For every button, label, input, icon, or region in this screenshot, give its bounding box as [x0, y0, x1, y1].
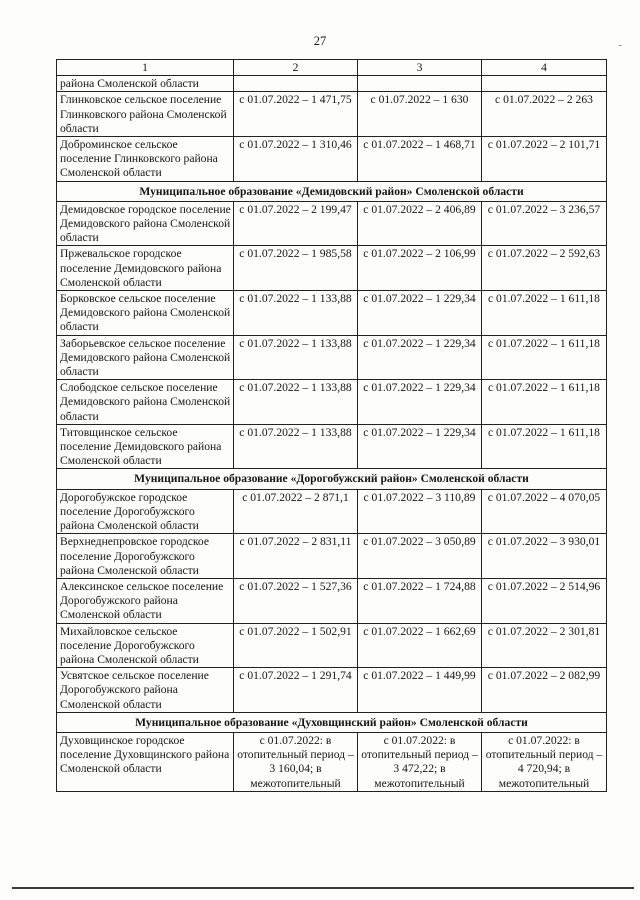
tariff-cell: с 01.07.2022 – 1 229,34: [358, 335, 482, 380]
settlement-name: Алексинское сельское поселение Дорогобужского района Смоленской области: [57, 578, 234, 623]
tariff-cell: с 01.07.2022 – 1 611,18: [482, 424, 607, 469]
tariff-cell: с 01.07.2022 – 1 229,34: [358, 380, 482, 425]
bottom-rule: [12, 887, 634, 889]
section-heading: Муниципальное образование «Дорогобужский район» Смоленской области: [57, 469, 607, 489]
tariff-cell: с 01.07.2022 – 2 301,81: [482, 623, 607, 668]
tariff-cell: с 01.07.2022 – 1 229,34: [358, 424, 482, 469]
tariff-cell: с 01.07.2022 – 2 199,47: [234, 201, 358, 246]
table-row: [57, 578, 607, 623]
continuation-row: [57, 76, 607, 92]
settlement-name: Слободское сельское поселение Демидовского района Смоленской области: [57, 380, 234, 425]
tariff-cell: с 01.07.2022 – 1 133,88: [234, 335, 358, 380]
tariff-cell: с 01.07.2022 – 3 236,57: [482, 201, 607, 246]
settlement-name: Доброминское сельское поселение Глинковского района Смоленской области: [57, 137, 234, 182]
tariff-cell: с 01.07.2022 – 2 082,99: [482, 668, 607, 713]
tariff-cell: с 01.07.2022 – 1 449,99: [358, 668, 482, 713]
section-heading-row: [57, 181, 607, 201]
section-heading: Муниципальное образование «Духовщинский район» Смоленской области: [57, 712, 607, 732]
section-heading: Муниципальное образование «Демидовский район» Смоленской области: [57, 181, 607, 201]
table-row: [57, 732, 607, 791]
tariff-cell: с 01.07.2022 – 2 106,99: [358, 246, 482, 291]
tariff-cell: с 01.07.2022 – 1 133,88: [234, 424, 358, 469]
settlement-name: Усвятское сельское поселение Дорогобужского района Смоленской области: [57, 668, 234, 713]
tariff-cell: с 01.07.2022 – 1 611,18: [482, 291, 607, 336]
column-number: 2: [234, 60, 358, 76]
tariff-cell: с 01.07.2022 – 3 050,89: [358, 534, 482, 579]
table-row: [57, 291, 607, 336]
tariff-cell: с 01.07.2022 – 1 527,36: [234, 578, 358, 623]
tariff-cell: с 01.07.2022 – 2 514,96: [482, 578, 607, 623]
settlement-name: Глинковское сельское поселение Глинковского района Смоленской области: [57, 92, 234, 137]
settlement-name: Титовщинское сельское поселение Демидовского района Смоленской области: [57, 424, 234, 469]
tariff-cell: с 01.07.2022 – 4 070,05: [482, 489, 607, 534]
column-number: 4: [482, 60, 607, 76]
table-row: [57, 246, 607, 291]
settlement-name: Пржевальское городское поселение Демидовского района Смоленской области: [57, 246, 234, 291]
tariff-cell: с 01.07.2022: в отопительный период – 4 720,94; в межотопительный: [482, 732, 607, 791]
tariff-cell: с 01.07.2022: в отопительный период – 3 160,04; в межотопительный: [234, 732, 358, 791]
table-row: [57, 201, 607, 246]
table-row: [57, 380, 607, 425]
table-row: [57, 424, 607, 469]
tariff-cell: с 01.07.2022 – 1 471,75: [234, 92, 358, 137]
settlement-name: Михайловское сельское поселение Дорогобужского района Смоленской области: [57, 623, 234, 668]
tariff-cell: с 01.07.2022 – 2 406,89: [358, 201, 482, 246]
tariff-cell: с 01.07.2022 – 2 831,11: [234, 534, 358, 579]
settlement-name: Заборьевское сельское поселение Демидовского района Смоленской области: [57, 335, 234, 380]
tariff-cell: с 01.07.2022 – 3 110,89: [358, 489, 482, 534]
section-heading-row: [57, 712, 607, 732]
tariff-cell: с 01.07.2022 – 2 101,71: [482, 137, 607, 182]
table-row: [57, 534, 607, 579]
tariff-cell: с 01.07.2022 – 1 724,88: [358, 578, 482, 623]
section-heading-row: [57, 469, 607, 489]
tariff-cell: с 01.07.2022 – 1 985,58: [234, 246, 358, 291]
tariff-cell: с 01.07.2022 – 2 263: [482, 92, 607, 137]
column-number: 3: [358, 60, 482, 76]
tariff-cell: с 01.07.2022 – 1 310,46: [234, 137, 358, 182]
tariff-cell: с 01.07.2022 – 1 611,18: [482, 380, 607, 425]
table-row: [57, 489, 607, 534]
tariff-table: [56, 59, 607, 792]
tariff-cell: с 01.07.2022 – 1 630: [358, 92, 482, 137]
continuation-cell: района Смоленской области: [57, 76, 234, 92]
table-row: [57, 92, 607, 137]
tariff-cell: с 01.07.2022 – 2 871,1: [234, 489, 358, 534]
settlement-name: Духовщинское городское поселение Духовщинского района Смоленской области: [57, 732, 234, 791]
settlement-name: Верхнеднепровское городское поселение Дорогобужского района Смоленской области: [57, 534, 234, 579]
tariff-cell: с 01.07.2022 – 1 133,88: [234, 380, 358, 425]
tariff-cell: с 01.07.2022 – 1 291,74: [234, 668, 358, 713]
table-row: [57, 137, 607, 182]
page-number: 27: [313, 34, 327, 48]
tariff-cell: с 01.07.2022 – 2 592,63: [482, 246, 607, 291]
column-number: 1: [57, 60, 234, 76]
tariff-cell: с 01.07.2022 – 3 930,01: [482, 534, 607, 579]
tariff-cell: с 01.07.2022 – 1 502,91: [234, 623, 358, 668]
settlement-name: Дорогобужское городское поселение Дорогобужского района Смоленской области: [57, 489, 234, 534]
settlement-name: Борковское сельское поселение Демидовского района Смоленской области: [57, 291, 234, 336]
corner-mark: -: [618, 40, 622, 51]
table-row: [57, 623, 607, 668]
tariff-cell: с 01.07.2022 – 1 468,71: [358, 137, 482, 182]
tariff-cell: с 01.07.2022 – 1 662,69: [358, 623, 482, 668]
settlement-name: Демидовское городское поселение Демидовского района Смоленской области: [57, 201, 234, 246]
column-number-row: [57, 60, 607, 76]
tariff-cell: с 01.07.2022 – 1 133,88: [234, 291, 358, 336]
table-row: [57, 335, 607, 380]
tariff-cell: с 01.07.2022 – 1 611,18: [482, 335, 607, 380]
tariff-cell: с 01.07.2022 – 1 229,34: [358, 291, 482, 336]
tariff-cell: с 01.07.2022: в отопительный период – 3 472,22; в межотопительный: [358, 732, 482, 791]
table-row: [57, 668, 607, 713]
